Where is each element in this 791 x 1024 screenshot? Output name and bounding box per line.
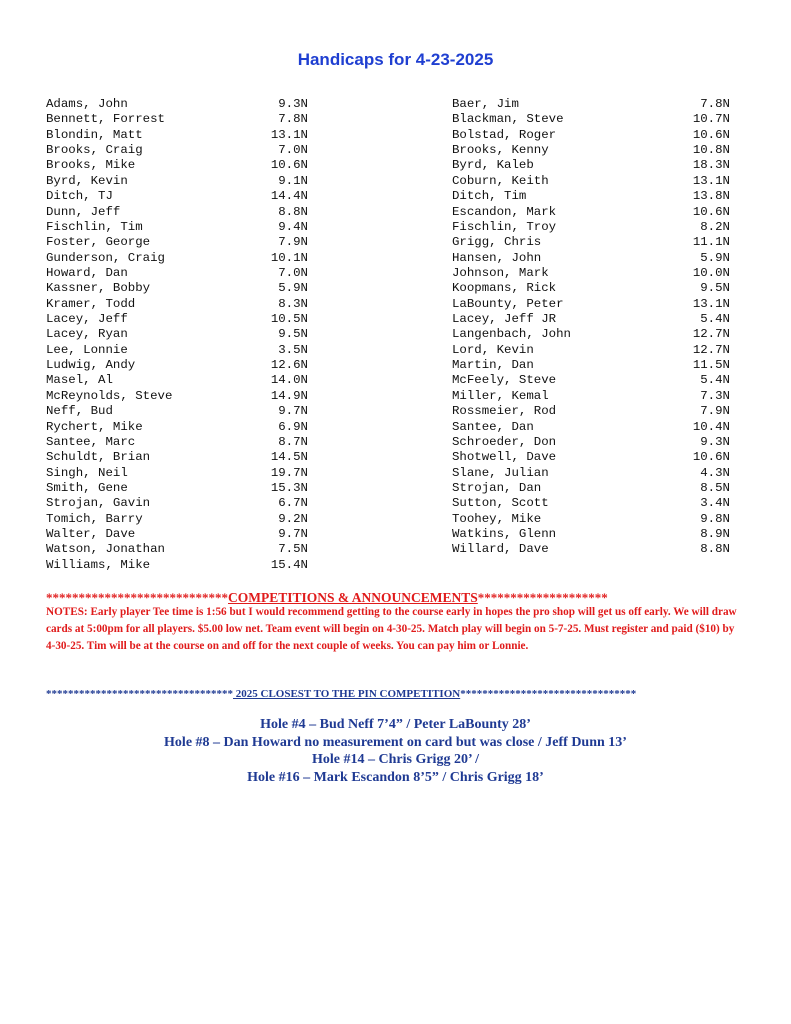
handicap-value: 14.0N [270, 373, 308, 388]
handicap-row [46, 481, 308, 496]
handicap-value: 3.4N [700, 496, 730, 511]
handicap-value: 9.2N [278, 511, 308, 526]
handicap-row [46, 496, 308, 511]
handicap-value: 7.3N [700, 388, 730, 403]
handicap-row [452, 527, 730, 542]
handicap-value: 7.0N [278, 265, 308, 280]
handicap-row [46, 266, 308, 281]
player-name: Byrd, Kevin [46, 173, 128, 188]
handicap-row [452, 220, 730, 235]
stars-left: **************************** [46, 590, 228, 605]
player-name: Ditch, TJ [46, 189, 113, 204]
player-name: McReynolds, Steve [46, 388, 173, 403]
handicap-row [452, 373, 730, 388]
handicap-row [46, 312, 308, 327]
player-name: Singh, Neil [46, 465, 128, 480]
player-name: Ludwig, Andy [46, 358, 136, 373]
handicap-value: 8.8N [700, 542, 730, 557]
player-name: Santee, Dan [452, 419, 534, 434]
handicap-row [452, 512, 730, 527]
player-name: Strojan, Dan [452, 480, 542, 495]
player-name: Fischlin, Troy [452, 219, 557, 234]
handicap-value: 15.4N [270, 557, 308, 572]
player-name: Johnson, Mark [452, 265, 549, 280]
handicap-value: 9.1N [278, 173, 308, 188]
player-name: Miller, Kemal [452, 388, 549, 403]
handicap-row [46, 174, 308, 189]
player-name: Slane, Julian [452, 465, 549, 480]
handicap-row [46, 389, 308, 404]
handicap-row [46, 297, 308, 312]
handicap-row [452, 128, 730, 143]
player-name: Schroeder, Don [452, 434, 557, 449]
handicap-value: 13.1N [692, 173, 730, 188]
handicap-row [452, 404, 730, 419]
handicap-row [452, 481, 730, 496]
handicap-value: 12.6N [270, 358, 308, 373]
closest-to-pin-banner [46, 688, 746, 700]
handicap-value: 10.5N [270, 312, 308, 327]
player-name: Lacey, Jeff JR [452, 312, 557, 327]
handicap-value: 10.6N [270, 158, 308, 173]
handicap-value: 8.7N [278, 434, 308, 449]
player-name: Lacey, Jeff [46, 312, 128, 327]
handicap-row [46, 189, 308, 204]
handicap-value: 5.4N [700, 373, 730, 388]
handicap-value: 8.5N [700, 480, 730, 495]
handicap-value: 5.9N [700, 250, 730, 265]
player-name: Grigg, Chris [452, 235, 542, 250]
player-name: Strojan, Gavin [46, 496, 151, 511]
handicap-row [452, 420, 730, 435]
handicap-value: 18.3N [692, 158, 730, 173]
player-name: McFeely, Steve [452, 373, 557, 388]
player-name: Watson, Jonathan [46, 542, 165, 557]
player-name: Gunderson, Craig [46, 250, 165, 265]
player-name: Rossmeier, Rod [452, 404, 557, 419]
player-name: Walter, Dave [46, 527, 136, 542]
player-name: Ditch, Tim [452, 189, 527, 204]
handicap-value: 9.5N [700, 281, 730, 296]
player-name: Coburn, Keith [452, 173, 549, 188]
handicap-value: 11.5N [692, 358, 730, 373]
player-name: Sutton, Scott [452, 496, 549, 511]
announcement-notes: NOTES: Early player Tee time is 1:56 but I would recommend getting to the course early in hopes the pro shop will get us off early. We will draw cards at 5:00pm for all players. $5.00 low net. Team event will begin on 4-30-25. Match play will begin on 5-7-25. Must register and paid ($10) by 4-30-25. Tim will be at the course on and off for the next couple of weeks. You can pay him or Lonnie. [46, 606, 737, 652]
closest-to-pin-heading: 2025 CLOSEST TO THE PIN COMPETITION [233, 688, 461, 700]
player-name: Blackman, Steve [452, 112, 564, 127]
player-name: Brooks, Mike [46, 158, 136, 173]
player-name: Byrd, Kaleb [452, 158, 534, 173]
handicap-row [452, 266, 730, 281]
handicap-value: 4.3N [700, 465, 730, 480]
handicap-value: 19.7N [270, 465, 308, 480]
handicap-list-left [46, 97, 308, 573]
handicap-value: 9.7N [278, 527, 308, 542]
stars-right: ******************************** [460, 688, 637, 700]
handicap-row [452, 205, 730, 220]
handicap-row [452, 297, 730, 312]
player-name: Langenbach, John [452, 327, 571, 342]
handicap-row [452, 143, 730, 158]
player-name: Baer, Jim [452, 97, 519, 111]
handicap-value: 10.4N [692, 419, 730, 434]
handicap-value: 5.9N [278, 281, 308, 296]
handicap-value: 7.0N [278, 143, 308, 158]
handicap-value: 12.7N [692, 342, 730, 357]
handicap-row [452, 343, 730, 358]
handicap-value: 10.6N [692, 204, 730, 219]
handicap-row [452, 281, 730, 296]
player-name: Willard, Dave [452, 542, 549, 557]
handicap-row [452, 174, 730, 189]
handicap-value: 8.3N [278, 296, 308, 311]
handicap-value: 10.6N [692, 127, 730, 142]
handicap-row [46, 527, 308, 542]
player-name: Williams, Mike [46, 557, 151, 572]
handicap-value: 8.2N [700, 219, 730, 234]
handicap-list-right [452, 97, 730, 558]
handicap-value: 8.9N [700, 527, 730, 542]
player-name: Watkins, Glenn [452, 527, 557, 542]
handicap-value: 5.4N [700, 312, 730, 327]
handicap-value: 14.5N [270, 450, 308, 465]
handicap-value: 13.8N [692, 189, 730, 204]
player-name: Hansen, John [452, 250, 542, 265]
handicap-row [46, 128, 308, 143]
handicap-row [46, 450, 308, 465]
handicap-value: 9.5N [278, 327, 308, 342]
player-name: Schuldt, Brian [46, 450, 151, 465]
handicap-value: 15.3N [270, 480, 308, 495]
handicap-row [452, 158, 730, 173]
handicap-row [46, 97, 308, 112]
handicap-value: 7.9N [278, 235, 308, 250]
player-name: Dunn, Jeff [46, 204, 121, 219]
handicap-row [46, 143, 308, 158]
handicap-row [452, 251, 730, 266]
handicap-row [452, 450, 730, 465]
player-name: Martin, Dan [452, 358, 534, 373]
player-name: Fischlin, Tim [46, 219, 143, 234]
handicap-row [452, 312, 730, 327]
player-name: Lacey, Ryan [46, 327, 128, 342]
hole-result: Hole #16 – Mark Escandon 8’5” / Chris Grigg 18’ [247, 769, 544, 785]
handicap-row [46, 327, 308, 342]
player-name: Foster, George [46, 235, 151, 250]
handicap-row [46, 435, 308, 450]
player-name: Kramer, Todd [46, 296, 136, 311]
handicap-value: 7.9N [700, 404, 730, 419]
handicap-row [46, 420, 308, 435]
handicap-row [46, 220, 308, 235]
player-name: Lord, Kevin [452, 342, 534, 357]
handicap-value: 7.8N [278, 112, 308, 127]
stars-left: ********************************** [46, 688, 233, 700]
handicap-row [452, 189, 730, 204]
handicap-row [46, 112, 308, 127]
handicap-row [452, 466, 730, 481]
stars-right: ******************** [477, 590, 608, 605]
handicap-value: 9.7N [278, 404, 308, 419]
player-name: Koopmans, Rick [452, 281, 557, 296]
handicap-value: 14.9N [270, 388, 308, 403]
page-title: Handicaps for 4-23-2025 [297, 50, 494, 69]
player-name: Tomich, Barry [46, 511, 143, 526]
hole-result: Hole #8 – Dan Howard no measurement on card but was close / Jeff Dunn 13’ [164, 734, 627, 750]
handicap-row [46, 251, 308, 266]
announcements-heading: COMPETITIONS & ANNOUNCEMENTS [228, 590, 478, 605]
handicap-value: 10.1N [270, 250, 308, 265]
player-name: Lee, Lonnie [46, 342, 128, 357]
handicap-row [46, 205, 308, 220]
handicap-row [46, 373, 308, 388]
handicap-value: 9.4N [278, 219, 308, 234]
handicap-row [46, 281, 308, 296]
handicap-value: 10.6N [692, 450, 730, 465]
player-name: Bennett, Forrest [46, 112, 165, 127]
handicap-value: 7.5N [278, 542, 308, 557]
handicap-row [46, 343, 308, 358]
handicap-row [46, 358, 308, 373]
handicap-value: 10.7N [692, 112, 730, 127]
hole-result: Hole #4 – Bud Neff 7’4” / Peter LaBounty 28’ [260, 717, 531, 732]
player-name: Kassner, Bobby [46, 281, 151, 296]
handicap-row [46, 512, 308, 527]
player-name: Rychert, Mike [46, 419, 143, 434]
player-name: Santee, Marc [46, 434, 136, 449]
handicap-row [46, 542, 308, 557]
handicap-row [452, 389, 730, 404]
player-name: Brooks, Kenny [452, 143, 549, 158]
handicap-row [46, 558, 308, 573]
closest-to-pin-results [0, 716, 791, 786]
handicap-value: 12.7N [692, 327, 730, 342]
handicap-value: 13.1N [692, 296, 730, 311]
player-name: Adams, John [46, 97, 128, 111]
handicap-row [46, 158, 308, 173]
handicap-value: 14.4N [270, 189, 308, 204]
player-name: Toohey, Mike [452, 511, 542, 526]
handicap-value: 10.8N [692, 143, 730, 158]
handicap-value: 9.3N [700, 434, 730, 449]
handicap-value: 13.1N [270, 127, 308, 142]
handicap-value: 9.3N [278, 97, 308, 111]
handicap-row [452, 97, 730, 112]
handicap-row [46, 404, 308, 419]
handicap-row [452, 435, 730, 450]
handicap-row [452, 358, 730, 373]
hole-result: Hole #14 – Chris Grigg 20’ / [312, 752, 479, 767]
handicap-row [452, 235, 730, 250]
handicap-row [452, 112, 730, 127]
player-name: Blondin, Matt [46, 127, 143, 142]
handicap-value: 6.7N [278, 496, 308, 511]
handicap-value: 7.8N [700, 97, 730, 111]
handicap-value: 8.8N [278, 204, 308, 219]
player-name: Bolstad, Roger [452, 127, 557, 142]
player-name: Brooks, Craig [46, 143, 143, 158]
handicap-row [46, 466, 308, 481]
handicap-row [452, 542, 730, 557]
handicap-value: 6.9N [278, 419, 308, 434]
handicap-value: 9.8N [700, 511, 730, 526]
handicap-row [452, 496, 730, 511]
handicap-value: 10.0N [692, 265, 730, 280]
handicap-row [46, 235, 308, 250]
player-name: Shotwell, Dave [452, 450, 557, 465]
handicap-value: 11.1N [692, 235, 730, 250]
player-name: Neff, Bud [46, 404, 113, 419]
player-name: LaBounty, Peter [452, 296, 564, 311]
handicap-value: 3.5N [278, 342, 308, 357]
player-name: Howard, Dan [46, 265, 128, 280]
player-name: Masel, Al [46, 373, 113, 388]
player-name: Escandon, Mark [452, 204, 557, 219]
handicap-row [452, 327, 730, 342]
player-name: Smith, Gene [46, 480, 128, 495]
